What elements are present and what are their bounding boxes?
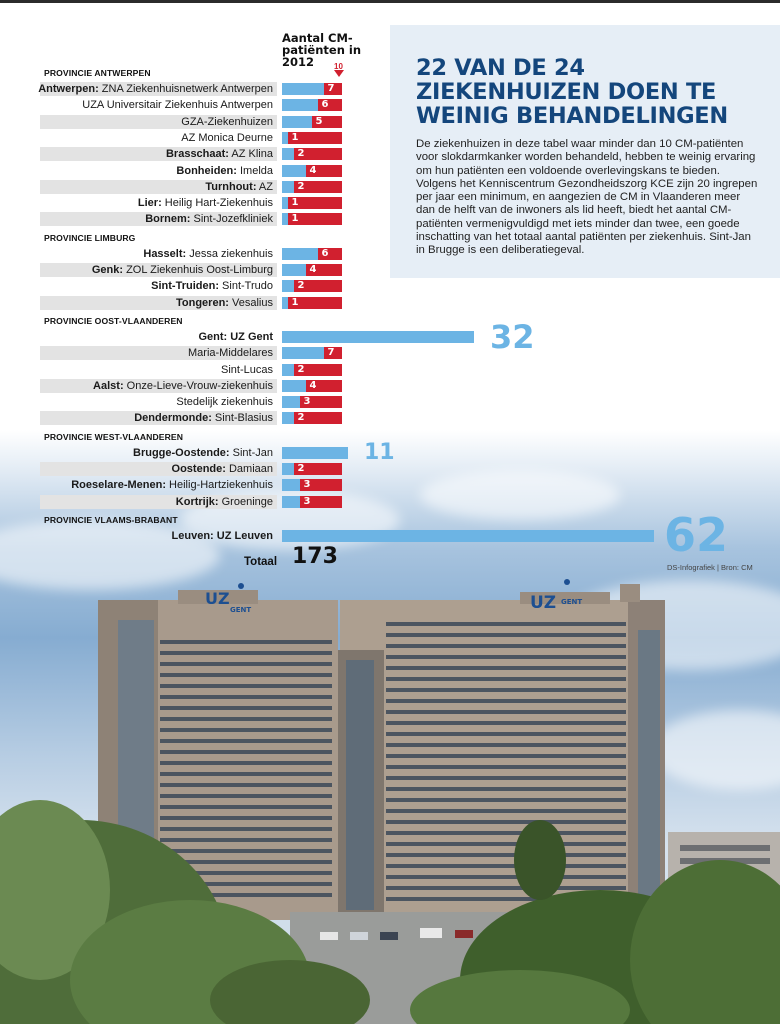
value-bar bbox=[282, 148, 294, 160]
city-name: Hasselt: bbox=[143, 248, 187, 260]
city-name: Brasschaat: bbox=[165, 148, 229, 160]
city-name: Antwerpen: bbox=[38, 83, 99, 95]
hospital-name: UZA Universitair Ziekenhuis Antwerpen bbox=[82, 99, 273, 111]
table-row bbox=[40, 395, 277, 409]
table-row bbox=[40, 529, 277, 543]
hospital-label bbox=[172, 462, 273, 476]
table-row bbox=[40, 462, 277, 476]
value-label: 2 bbox=[297, 148, 305, 159]
value-bar bbox=[282, 83, 324, 95]
total-label: Totaal bbox=[244, 556, 278, 568]
value-label: 4 bbox=[309, 264, 317, 275]
hospital-name: Imelda bbox=[236, 165, 273, 177]
hospital-label bbox=[166, 147, 273, 161]
city-name: Roeselare-Menen: bbox=[71, 479, 166, 491]
hospital-label bbox=[145, 212, 273, 226]
hospital-label bbox=[143, 247, 273, 261]
value-bar bbox=[282, 396, 300, 408]
total-value: 173 bbox=[292, 544, 338, 569]
table-row bbox=[40, 180, 277, 194]
table-row bbox=[40, 196, 277, 210]
value-label-large: 32 bbox=[490, 317, 535, 356]
table-row bbox=[40, 247, 277, 261]
value-bar bbox=[282, 347, 324, 359]
value-label: 3 bbox=[303, 396, 311, 407]
hospital-name: Stedelijk ziekenhuis bbox=[176, 396, 273, 408]
value-bar bbox=[282, 380, 306, 392]
hospital-photo bbox=[0, 560, 780, 1024]
city-name: Genk: bbox=[91, 264, 124, 276]
column-header-text: Aantal CM-patiënten in 2012 bbox=[282, 31, 362, 69]
value-label: 5 bbox=[315, 116, 323, 127]
hospital-label bbox=[93, 379, 273, 393]
value-bar bbox=[282, 447, 348, 459]
hospital-name: AZ bbox=[256, 181, 273, 193]
value-label: 6 bbox=[321, 99, 329, 110]
hospital-label bbox=[82, 98, 273, 112]
value-bar bbox=[282, 364, 294, 376]
value-label: 2 bbox=[297, 280, 305, 291]
hospital-name: UZ Leuven bbox=[216, 530, 273, 542]
top-rule bbox=[0, 0, 780, 3]
city-name: Turnhout: bbox=[205, 181, 257, 193]
hospital-label bbox=[138, 196, 273, 210]
value-label: 2 bbox=[297, 412, 305, 423]
value-bar bbox=[282, 248, 318, 260]
province-heading: PROVINCIE LIMBURG bbox=[44, 232, 136, 243]
city-name: Brugge-Oostende: bbox=[133, 447, 230, 459]
threshold-marker-icon bbox=[334, 70, 344, 77]
value-label: 4 bbox=[309, 165, 317, 176]
value-label: 1 bbox=[291, 197, 299, 208]
city-name: Kortrijk: bbox=[175, 496, 219, 508]
value-label: 1 bbox=[291, 132, 299, 143]
value-label-large: 11 bbox=[364, 439, 395, 465]
hospital-label bbox=[176, 495, 273, 509]
city-name: Tongeren: bbox=[176, 297, 229, 309]
value-bar bbox=[282, 280, 294, 292]
value-label: 1 bbox=[291, 297, 299, 308]
hospital-name: Sint-Jan bbox=[229, 447, 273, 459]
city-name: Bonheiden: bbox=[176, 165, 237, 177]
value-label: 2 bbox=[297, 364, 305, 375]
value-label: 2 bbox=[297, 463, 305, 474]
city-name: Lier: bbox=[137, 197, 162, 209]
table-row bbox=[40, 131, 277, 145]
value-bar bbox=[282, 530, 654, 542]
table-row bbox=[40, 115, 277, 129]
hospital-label bbox=[181, 131, 273, 145]
value-label: 1 bbox=[291, 213, 299, 224]
uz-gent-logo-left: UZ bbox=[205, 589, 230, 608]
hospital-name: Maria-Middelares bbox=[188, 347, 273, 359]
table-row bbox=[40, 98, 277, 112]
city-name: Oostende: bbox=[171, 463, 226, 475]
value-label: 7 bbox=[327, 347, 335, 358]
hospital-label bbox=[38, 82, 273, 96]
hospital-name: Heilig Hart-Ziekenhuis bbox=[161, 197, 273, 209]
value-label: 3 bbox=[303, 479, 311, 490]
province-heading: PROVINCIE WEST-VLAANDEREN bbox=[44, 431, 184, 442]
province-heading: PROVINCIE VLAAMS-BRABANT bbox=[44, 514, 178, 525]
hospital-label bbox=[181, 115, 273, 129]
hospital-label bbox=[71, 478, 273, 492]
table-row bbox=[40, 164, 277, 178]
table-row bbox=[40, 147, 277, 161]
hospital-name: UZ Gent bbox=[230, 331, 273, 343]
value-bar bbox=[282, 181, 294, 193]
hospital-label bbox=[205, 180, 273, 194]
value-bar bbox=[282, 463, 294, 475]
hospital-label bbox=[221, 363, 273, 377]
table-row bbox=[40, 330, 277, 344]
value-label: 7 bbox=[327, 83, 335, 94]
hospital-name: Vesalius bbox=[228, 297, 273, 309]
value-bar bbox=[282, 496, 300, 508]
source-credit: DS-Infografiek | Bron: CM bbox=[667, 563, 753, 572]
hospital-name: Damiaan bbox=[225, 463, 273, 475]
table-row bbox=[40, 212, 277, 226]
value-bar bbox=[282, 412, 294, 424]
table-row bbox=[40, 379, 277, 393]
hospital-name: Heilig-Hartziekenhuis bbox=[166, 479, 273, 491]
value-bar bbox=[282, 479, 300, 491]
table-row bbox=[40, 263, 277, 277]
table-row bbox=[40, 495, 277, 509]
city-name: Sint-Truiden: bbox=[151, 280, 219, 292]
city-name: Dendermonde: bbox=[134, 412, 212, 424]
hospital-label bbox=[151, 279, 273, 293]
table-row bbox=[40, 411, 277, 425]
hospital-name: Sint-Jozefkliniek bbox=[190, 213, 273, 225]
hospital-name: AZ Monica Deurne bbox=[181, 132, 273, 144]
hospital-name: Onze-Lieve-Vrouw-ziekenhuis bbox=[123, 380, 273, 392]
hospital-label bbox=[92, 263, 273, 277]
headline: 22 VAN DE 24 ZIEKENHUIZEN DOEN TE WEINIG BEHANDELINGEN bbox=[416, 55, 728, 129]
hospital-name: GZA-Ziekenhuizen bbox=[181, 116, 273, 128]
hospital-name: ZOL Ziekenhuis Oost-Limburg bbox=[123, 264, 273, 276]
city-name: Gent: bbox=[198, 331, 231, 343]
value-bar bbox=[282, 331, 474, 343]
table-row bbox=[40, 82, 277, 96]
hospital-label bbox=[176, 395, 273, 409]
hospital-name: Sint-Lucas bbox=[221, 364, 273, 376]
info-body: De ziekenhuizen in deze tabel waar minder dan 10 CM-patiënten voor slokdarmkanker worden behandeld, hebben te weinig ervaring om hun patiënten een voldoende overlevingskans te bieden. Volgens het Kenniscentrum Gezondheidszorg KCE zijn 20 ingrepen per jaar een minimum, en aangezien de CM in Vlaanderen meer dan de helft van de inwoners als lid heeft, biedt het aantal CM-patiënten vermenigvuldigd met iets minder dan twee, een goede inschatting van het totaal aantal patiënten per ziekenhuis. Sint-Jan in Brugge is een deliberatiegeval. bbox=[416, 138, 758, 257]
hospital-name: ZNA Ziekenhuisnetwerk Antwerpen bbox=[98, 83, 273, 95]
value-bar bbox=[282, 264, 306, 276]
value-label: 3 bbox=[303, 496, 311, 507]
value-bar bbox=[282, 99, 318, 111]
threshold-label: 10 bbox=[334, 62, 343, 71]
svg-text:GENT: GENT bbox=[230, 606, 252, 614]
table-row bbox=[40, 478, 277, 492]
value-label: 4 bbox=[309, 380, 317, 391]
hospital-label bbox=[176, 164, 273, 178]
hospital-label bbox=[172, 529, 273, 543]
hospital-name: Groeninge bbox=[218, 496, 273, 508]
hospital-name: Sint-Blasius bbox=[211, 412, 273, 424]
table-row bbox=[40, 279, 277, 293]
province-heading: PROVINCIE ANTWERPEN bbox=[44, 68, 151, 78]
hospital-label bbox=[134, 411, 273, 425]
svg-text:GENT: GENT bbox=[561, 598, 583, 606]
hospital-label bbox=[198, 330, 273, 344]
value-label: 2 bbox=[297, 181, 305, 192]
hospital-name: AZ Klina bbox=[228, 148, 273, 160]
city-name: Bornem: bbox=[145, 213, 191, 225]
hospital-name: Sint-Trudo bbox=[218, 280, 273, 292]
value-label: 6 bbox=[321, 248, 329, 259]
province-heading: PROVINCIE OOST-VLAANDEREN bbox=[44, 315, 183, 326]
hospital-label bbox=[133, 446, 273, 460]
city-name: Aalst: bbox=[93, 380, 124, 392]
uz-gent-logo-right: UZ bbox=[530, 593, 557, 613]
table-row bbox=[40, 296, 277, 310]
hospital-label bbox=[176, 296, 273, 310]
column-header bbox=[282, 32, 364, 68]
hospital-label bbox=[188, 346, 273, 360]
city-name: Leuven: bbox=[171, 530, 217, 542]
value-bar bbox=[282, 116, 312, 128]
value-label-large: 62 bbox=[664, 508, 729, 563]
table-row bbox=[40, 363, 277, 377]
table-row bbox=[40, 446, 277, 460]
table-row bbox=[40, 346, 277, 360]
hospital-name: Jessa ziekenhuis bbox=[186, 248, 273, 260]
value-bar bbox=[282, 165, 306, 177]
